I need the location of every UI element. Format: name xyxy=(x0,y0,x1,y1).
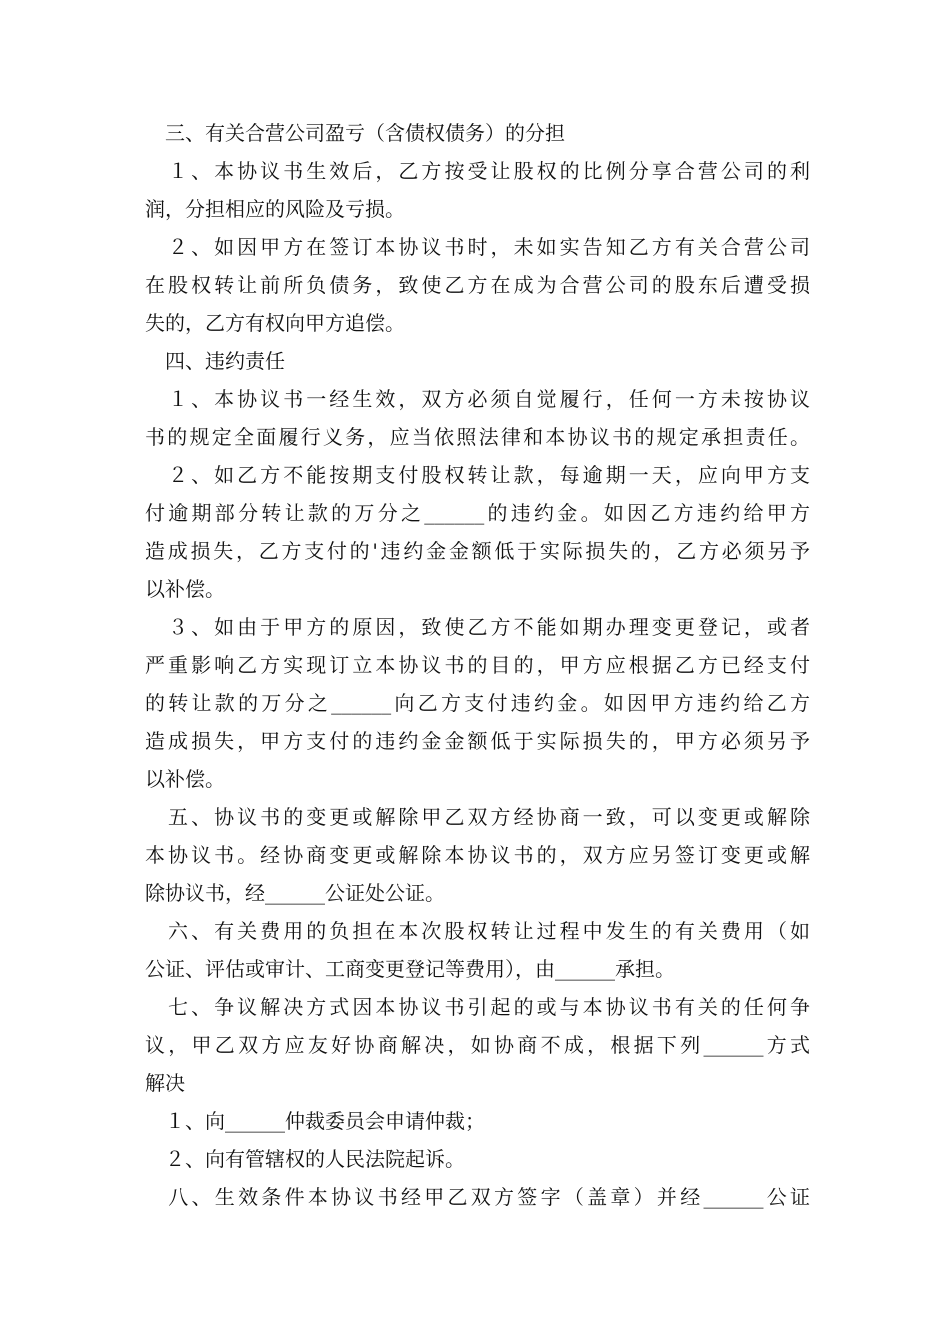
section-heading-3: 三、有关合营公司盈亏（含债权债务）的分担 xyxy=(145,121,565,145)
section-heading-6: 六、有关费用的负担在本次股权转让过程中发生的有关费用（如 xyxy=(145,919,810,943)
paragraph-line: １、向______仲裁委员会申请仲裁； xyxy=(145,1109,485,1133)
paragraph-line: 以补偿。 xyxy=(145,577,225,601)
paragraph-line: 书的规定全面履行义务，应当依照法律和本协议书的规定承担责任。 xyxy=(145,425,810,449)
paragraph-line: １、本协议书生效后，乙方按受让股权的比例分享合营公司的利 xyxy=(145,159,810,183)
paragraph-line: 失的，乙方有权向甲方追偿。 xyxy=(145,311,405,335)
section-heading-4: 四、违约责任 xyxy=(145,349,285,373)
paragraph-line: １、本协议书一经生效，双方必须自觉履行，任何一方未按协议 xyxy=(145,387,810,411)
paragraph-line: 的转让款的万分之______向乙方支付违约金。如因甲方违约给乙方 xyxy=(145,691,810,715)
paragraph-line: 严重影响乙方实现订立本协议书的目的，甲方应根据乙方已经支付 xyxy=(145,653,810,677)
paragraph-line: ２、如因甲方在签订本协议书时，未如实告知乙方有关合营公司 xyxy=(145,235,810,259)
paragraph-line: 解决 xyxy=(145,1071,185,1095)
paragraph-line: ２、向有管辖权的人民法院起诉。 xyxy=(145,1147,465,1171)
paragraph-line: 议，甲乙双方应友好协商解决，如协商不成，根据下列______方式 xyxy=(145,1033,810,1057)
document-body xyxy=(145,114,810,1216)
paragraph-line: 以补偿。 xyxy=(145,767,225,791)
paragraph-line: 润，分担相应的风险及亏损。 xyxy=(145,197,405,221)
paragraph-line: 造成损失，甲方支付的违约金金额低于实际损失的，甲方必须另予 xyxy=(145,729,810,753)
section-heading-8: 八、生效条件本协议书经甲乙双方签字（盖章）并经______公证 xyxy=(145,1185,810,1209)
section-heading-5: 五、协议书的变更或解除甲乙双方经协商一致，可以变更或解除 xyxy=(145,805,810,829)
paragraph-line: 除协议书，经______公证处公证。 xyxy=(145,881,445,905)
paragraph-line: 造成损失，乙方支付的'违约金金额低于实际损失的，乙方必须另予 xyxy=(145,539,810,563)
section-heading-7: 七、争议解决方式因本协议书引起的或与本协议书有关的任何争 xyxy=(145,995,810,1019)
paragraph-line: 在股权转让前所负债务，致使乙方在成为合营公司的股东后遭受损 xyxy=(145,273,810,297)
paragraph-line: 付逾期部分转让款的万分之______的违约金。如因乙方违约给甲方 xyxy=(145,501,810,525)
paragraph-line: ３、如由于甲方的原因，致使乙方不能如期办理变更登记，或者 xyxy=(145,615,810,639)
paragraph-line: ２、如乙方不能按期支付股权转让款，每逾期一天，应向甲方支 xyxy=(145,463,810,487)
paragraph-line: 本协议书。经协商变更或解除本协议书的，双方应另签订变更或解 xyxy=(145,843,810,867)
paragraph-line: 公证、评估或审计、工商变更登记等费用），由______承担。 xyxy=(145,957,675,981)
